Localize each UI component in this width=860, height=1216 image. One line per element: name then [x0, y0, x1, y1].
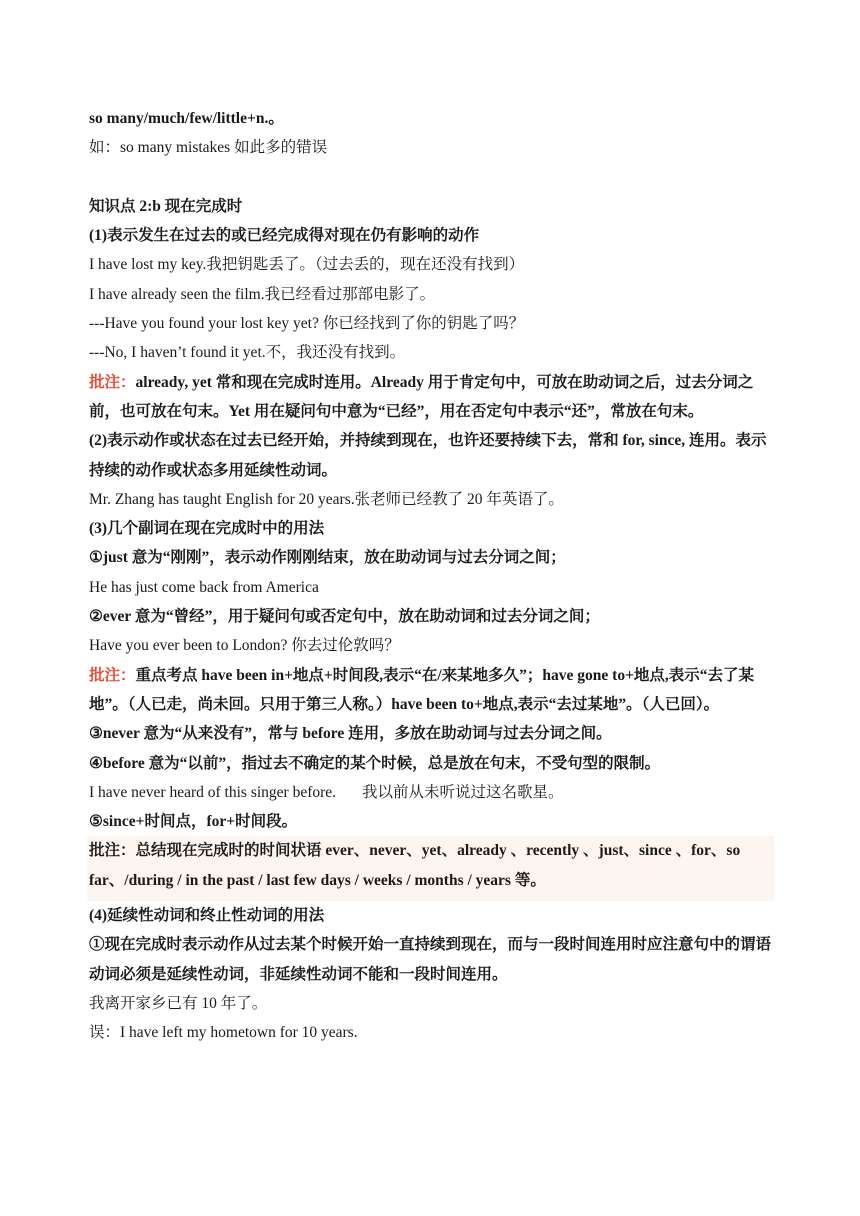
rule-line: ②ever 意为“曾经”，用于疑问句或否定句中，放在助动词和过去分词之间；: [89, 608, 600, 626]
blank-line: [89, 163, 774, 192]
example-line: 我离开家乡已有 10 年了。: [89, 994, 268, 1012]
subsection-heading: (4)延续性动词和终止性动词的用法: [89, 907, 325, 925]
annotation-note: [89, 368, 774, 427]
annotation-text: 重点考点 have been in+地点+时间段,表示“在/来某地多久”；have gone to+地点,表示“去了某地”。（人已走，尚未回。只用于第三人称。）have been to+地点,表示“去过某地”。（人已回）。: [89, 666, 755, 713]
annotation-label: 批注：: [89, 373, 136, 391]
example-line: Mr. Zhang has taught English for 20 years.张老师已经教了 20 年英语了。: [89, 490, 564, 508]
example-line: [89, 778, 774, 807]
example-english: I have never heard of this singer before.: [89, 783, 337, 801]
rule-line: ③never 意为“从来没有”，常与 before 连用，多放在助动词与过去分词之间。: [89, 725, 612, 743]
summary-note: 批注：总结现在完成时的时间状语 ever、never、yet、already 、recently 、just、since 、for、so far、/during / in the past / last few days / weeks / months / years 等。: [87, 836, 774, 901]
annotation-note: [89, 661, 774, 720]
text-line: 如：so many mistakes 如此多的错误: [89, 139, 328, 157]
example-line: Have you ever been to London? 你去过伦敦吗？: [89, 637, 400, 655]
example-line: 误：I have left my hometown for 10 years.: [89, 1024, 358, 1042]
example-line: I have already seen the film.我已经看过那部电影了。: [89, 285, 436, 303]
subsection-heading: (3)几个副词在现在完成时中的用法: [89, 520, 325, 538]
rule-line: ①just 意为“刚刚”，表示动作刚刚结束，放在助动词与过去分词之间；: [89, 549, 566, 567]
example-line: I have lost my key.我把钥匙丢了。（过去丢的，现在还没有找到）: [89, 256, 525, 274]
example-line: ---Have you found your lost key yet? 你已经找到了你的钥匙了吗？: [89, 315, 525, 333]
subsection-heading: (1)表示发生在过去的或已经完成得对现在仍有影响的动作: [89, 227, 480, 245]
example-line: He has just come back from America: [89, 578, 319, 596]
example-chinese: 我以前从未听说过这名歌星。: [362, 783, 564, 801]
rule-line: ⑤since+时间点，for+时间段。: [89, 813, 298, 831]
rule-line: ①现在完成时表示动作从过去某个时候开始一直持续到现在，而与一段时间连用时应注意句中的谓语动词必须是延续性动词，非延续性动词不能和一段时间连用。: [89, 936, 772, 983]
section-heading: 知识点 2:b 现在完成时: [89, 197, 243, 215]
example-line: ---No, I haven’t found it yet.不，我还没有找到。: [89, 344, 406, 362]
annotation-text: already, yet 常和现在完成时连用。Already 用于肯定句中，可放在助动词之后，过去分词之前，也可放在句末。Yet 用在疑问句中意为“已经”，用在否定句中表示“还”，常放在句末。: [89, 373, 754, 420]
subsection-heading: (2)表示动作或状态在过去已经开始，并持续到现在，也许还要持续下去，常和 for, since, 连用。表示持续的动作或状态多用延续性动词。: [89, 432, 767, 479]
rule-line: ④before 意为“以前”，指过去不确定的某个时候，总是放在句末，不受句型的限制。: [89, 754, 661, 772]
annotation-label: 批注：: [89, 666, 136, 684]
document-page: [89, 104, 774, 1048]
text-line: so many/much/few/little+n.。: [89, 110, 284, 127]
